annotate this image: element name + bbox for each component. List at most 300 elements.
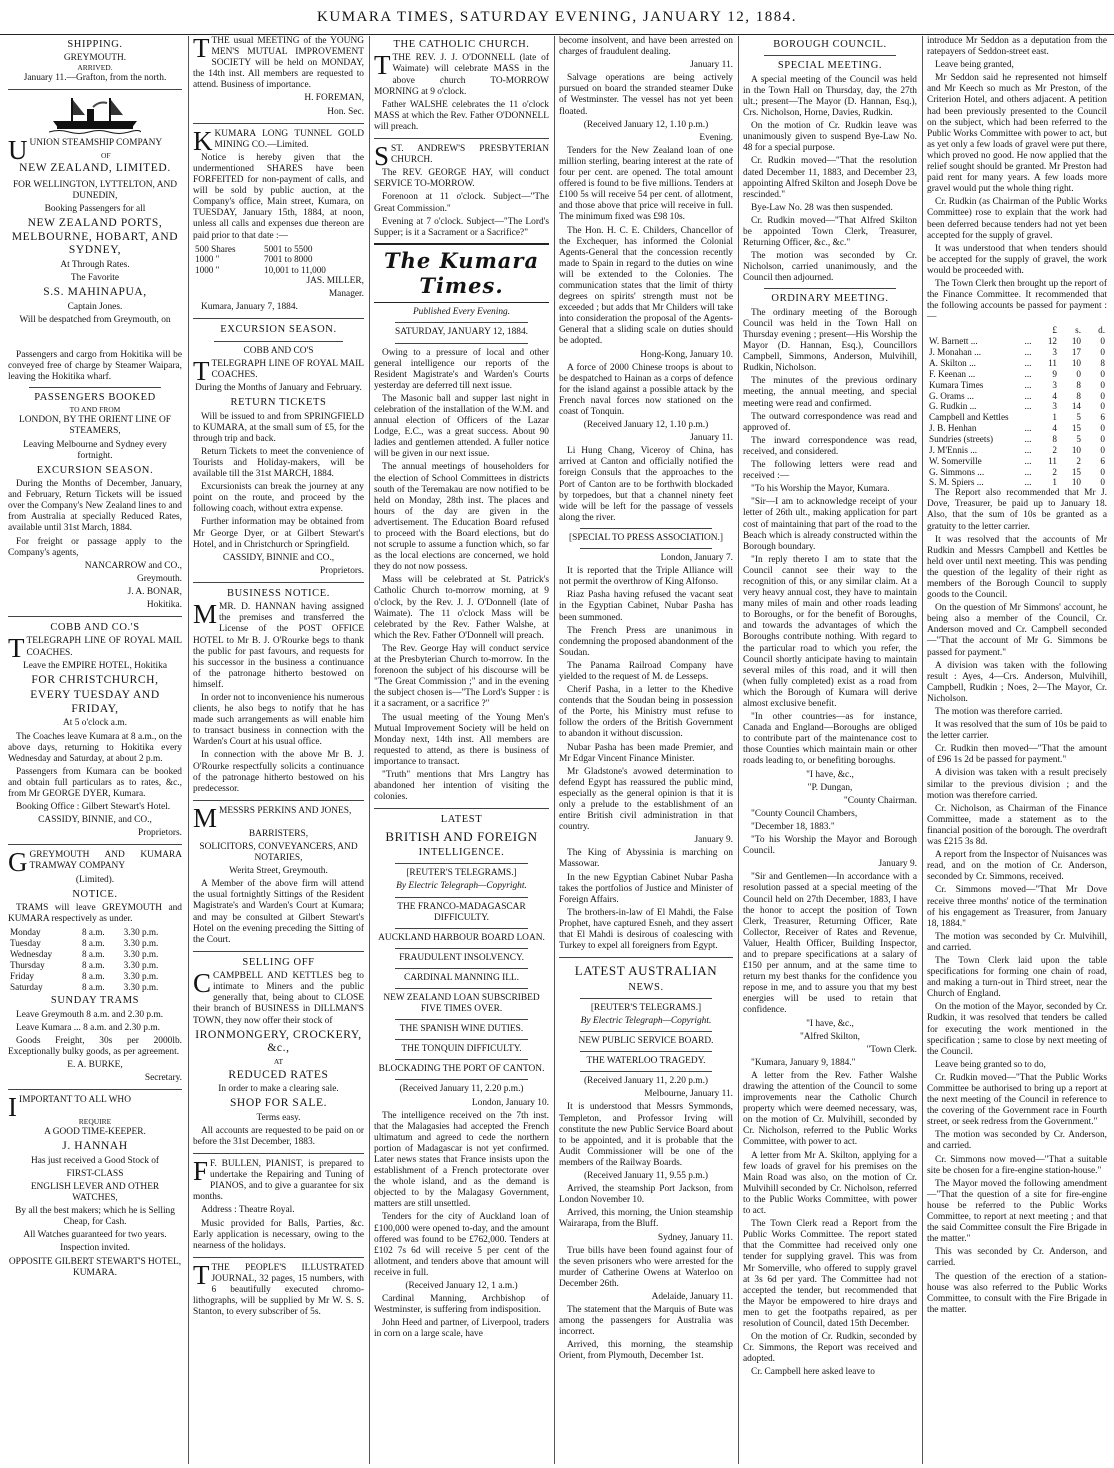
dateline: Sydney, January 11. [657, 1232, 733, 1243]
council-para: This was seconded by Cr. Anderson, and carried. [927, 1247, 1107, 1269]
important-heading: IMPORTANT TO ALL WHO [19, 1095, 131, 1106]
ymi-signature: H. FOREMAN, [304, 93, 364, 104]
account-shillings: 17 [1071, 347, 1081, 358]
tram-morning: 8 a.m. [81, 981, 105, 992]
cobb-body-1: The Coaches leave Kumara at 8 a.m., on the above days, returning to Hokitika every Wednesday and Saturday, at about 2 p.m. [8, 731, 182, 764]
ordinary-meeting-heading: ORDINARY MEETING. [771, 293, 889, 305]
council-para: Leave being granted, [935, 60, 1014, 71]
column-rule [922, 36, 923, 1464]
council-para: The motion was seconded by Cr. Nicholson, carried unanimously, and the Council then adjourned. [743, 251, 917, 284]
news-headline: AUCKLAND HARBOUR BOARD LOAN. [378, 932, 545, 943]
editorial-para: The Rev. George Hay will conduct service at the Presbyterian Church to-morrow. In the forenoon the subject of his discourse will be "The Great Commission ;" and in the evening the subject chosen is—"The Lord's Supper : is it a sacrament, or a sacrifice ?" [374, 643, 549, 710]
news-para: Nubar Pasha has been made Premier, and Mr Edgar Vincent Finance Minister. [559, 742, 733, 764]
important-require: REQUIRE [78, 1117, 112, 1127]
news-para: The French Press are unanimous in condemning the proposed abandonment of the Soudan. [559, 625, 733, 658]
published-every-evening: Published Every Evening. [412, 307, 511, 318]
shipping-heading: SHIPPING. [67, 39, 123, 50]
tram-timetable [8, 927, 182, 992]
excursion-during: During the Months of January and February. [195, 383, 362, 394]
cobb-body-2: Passengers from Kumara can be booked and obtain full particulars as to rates, &c., from Mr GEORGE DYER, Kumara. [8, 766, 182, 799]
union-for: FOR WELLINGTON, LYTTELTON, AND DUNEDIN, [12, 179, 178, 201]
column-rule [188, 36, 189, 1464]
account-leader: ... [1024, 477, 1032, 488]
dateline: January 9. [694, 835, 733, 846]
account-pounds: 2 [1052, 444, 1057, 455]
news-headline: THE TONQUIN DIFFICULTY. [401, 1044, 522, 1055]
cobb-proprietors: Proprietors. [137, 828, 182, 839]
bullen-address: Address : Theatre Royal. [201, 1205, 295, 1216]
letter-salutation: "To his Worship the Mayor and Borough Council. [743, 835, 917, 857]
account-shillings: 2 [1076, 455, 1081, 466]
account-shillings: 0 [1076, 368, 1081, 379]
account-pounds: 8 [1052, 433, 1057, 444]
issue-date: SATURDAY, JANUARY 12, 1884. [394, 327, 528, 338]
port-name: GREYMOUTH. [63, 53, 127, 64]
tram-morning: 8 a.m. [81, 970, 105, 981]
account-row [927, 401, 1107, 412]
news-para: John Heed and partner, of Liverpool, traders in corn on a large scale, have [374, 1318, 549, 1340]
account-name: J. B. Henhan [929, 423, 977, 434]
dateline: London, January 7. [660, 553, 733, 564]
tram-row [8, 960, 182, 971]
council-para: The ordinary meeting of the Borough Council was held in the Town Hall on Thursday evening ; present—His Worship the Mayor (D. Hannan, Esq.), Councillors Campbell, Simmons, Anderson, Mulvihill, Rudkin, Nicholson. [743, 307, 917, 374]
account-leader: ... [1024, 423, 1032, 434]
council-para: It was understood that when tenders should be accepted for the supply of gravel, the work would be proceeded with. [927, 243, 1107, 276]
council-para: The following letters were read and received :— [743, 460, 917, 482]
account-shillings: 10 [1071, 357, 1081, 368]
catholic-body-2: Father WALSHE celebrates the 11 o'clock MASS at which the Rev. Father O'DONNELL will preach. [374, 99, 549, 132]
tramway-limited: (Limited). [75, 874, 115, 885]
news-para: The Panama Railroad Company have yielded to the request of M. de Lesseps. [559, 660, 733, 682]
council-para: The motion was seconded by Cr. Mulvihill, and carried. [927, 931, 1107, 953]
news-para: Cardinal Manning, Archbishop of Westminster, is suffering from indisposition. [374, 1294, 549, 1316]
catholic-body: THE REV. J. J. O'DONNELL (late of Waimate) will celebrate MASS in the above church TO-MORROW MORNING at 9 o'clock. [374, 53, 549, 97]
account-name: Sundries (streets) [929, 433, 994, 444]
letter-date: "Kumara, January 9, 1884." [751, 1057, 856, 1068]
letter-date: "December 18, 1883." [751, 821, 835, 832]
council-para: Mr Seddon said he represented not himself and Mr Keech so much as Mr Preston, of the Criterion Hotel, and others adjacent. A petition had been previously presented to the Council on the subject, which had been referred to the Public Works Committee with power to act, but as yet only a few loads of gravel were put there, which proved no good. He now applied that the relief sought should be granted. Mr Preston had paid rent for many years. A few loads more gravel would put the whole thing right. [927, 73, 1107, 195]
pence-header: d. [1098, 325, 1105, 336]
letter-title: "Town Clerk. [866, 1044, 917, 1055]
account-name: J. M'Ennis ... [929, 444, 978, 455]
tramway-notice: NOTICE. [72, 888, 118, 900]
news-para: The statement that the Marquis of Bute was among the passengers for Australia was incorrect. [559, 1305, 733, 1338]
account-pounds: 4 [1052, 390, 1057, 401]
selling-off-rates: REDUCED RATES [228, 1068, 329, 1081]
account-name: G. Simmons ... [929, 466, 985, 477]
ymi-notice: THE usual MEETING of the YOUNG MEN'S MUTUAL IMPROVEMENT SOCIETY will be held on MONDAY, the 14th inst. All members are requested to attend. Business of importance. [193, 36, 364, 91]
account-pence: 6 [1100, 455, 1105, 466]
news-para: True bills have been found against four of the seven prisoners who were arrested for the murder of Catherine Owens at Waterloo on December 26th. [559, 1245, 733, 1289]
hannah-inspection: Inspection invited. [60, 1243, 130, 1254]
account-pounds: 11 [1048, 455, 1057, 466]
union-title: UNION STEAMSHIP COMPANY [29, 138, 163, 149]
news-para: Cherif Pasha, in a letter to the Khedive contends that the Soudan being in possession of the Porte, his Ministry must refuse to follow the orders of the British Government to abandon it without discussion. [559, 685, 733, 740]
council-para: The Report also recommended that Mr J. Dove, Treasurer, be paid up to January 18. Also, that the sum of 10s be granted as a gratuity to the letter carrier. [927, 488, 1107, 532]
tram-afternoon: 3.30 p.m. [123, 959, 159, 970]
account-shillings: 15 [1071, 466, 1081, 477]
british-foreign-heading: BRITISH AND FOREIGN [385, 828, 538, 844]
letter-signature: "Alfred Skilton, [799, 1031, 861, 1042]
council-para: The minutes of the previous ordinary meeting, the annual meeting, and special meeting were read and confirmed. [743, 376, 917, 409]
news-para: Tenders for the city of Auckland loan of £100,000 were opened to-day, and the amount offered was found to be £762,000. Tenders at £102 7s 6d will receive 5 per cent of the allotment, and tenders above that amount will receive in full. [374, 1212, 549, 1278]
editorial-para: Mass will be celebrated at St. Patrick's Catholic Church to-morrow morning, at 9 o'clock, by the Rev. J. J. O'Donnell (late of Waimate). The 11 o'clock Mass will be celebrated by the Rev. Father Walshe, at which the Rev. Father O'Donnell will preach. [374, 575, 549, 641]
masthead: KUMARA TIMES, SATURDAY EVENING, JANUARY 12, 1884. [0, 0, 1114, 35]
news-label: NEWS. [628, 981, 664, 993]
letter-para: "Sir and Gentlemen—In accordance with a resolution passed at a special meeting of the Council held on 27th December, 1883, I have the honor to accept the position of Town Clerk, Treasurer, Returning Officer, Rate Collector, Receiver of Rates and Revenue, Valuer, Health Officer, Building Inspector, and to prepare specifications at a salary of £150 per annum, and at the same time to return my best thanks for the confidence you repose in me, and to assure you that my best energies will be used to retain that confidence. [743, 872, 917, 1016]
reuters-label: [REUTER'S TELEGRAMS.] [590, 1002, 702, 1013]
excursion-body-4: Further information may be obtained from Mr George Dyer, or at Gilbert Stewart's Hotel, and in Christchurch or Springfield. [193, 517, 364, 550]
tramway-leave: TRAMS will leave GREYMOUTH and KUMARA respectively as under. [8, 903, 182, 925]
council-para: A special meeting of the Council was held in the Town Hall on Thursday, day, the 27th ult.; present—The Mayor (D. Hannan, Esq.), Crs. Nicholson, Horne, Davies, Rudkin. [743, 74, 917, 119]
editorial-para: "Truth" mentions that Mrs Langtry has abandoned her intention of visiting the colonies. [374, 769, 549, 803]
share-row [193, 244, 364, 255]
business-notice-body-2: In order not to inconvenience his numerous clients, he also begs to notify that he has made such arrangements as will enable him to transact business in connection with the Warden's Court at his usual office. [193, 693, 364, 748]
editorial-para: The annual meetings of householders for the election of School Committees in districts south of the Teremakau are now notified to be held on Monday, 28th inst. The places and hours of the day are given in the advertisement. The Education Board refused to proceed with the Board elections, but do not scruple to assume a function which, so far as the local elections are concerned, we hold they do not now possess. [374, 462, 549, 573]
account-shillings: 14 [1071, 401, 1081, 412]
tram-afternoon: 3.30 p.m. [123, 970, 159, 981]
share-count: 1000 " [195, 265, 220, 276]
selling-off-body: CAMPBELL AND KETTLES beg to intimate to Miners and the public generally that, being about to CLOSE their branch of BUSINESS in DILLMAN'S TOWN, they now offer their stock of [193, 971, 364, 1026]
dateline: January 11. [690, 433, 733, 444]
account-pence: 0 [1100, 477, 1105, 488]
accounts-table [927, 325, 1107, 488]
account-leader: ... [1024, 336, 1032, 347]
account-leader: ... [1024, 390, 1032, 401]
tram-morning: 8 a.m. [81, 948, 105, 959]
shop-for-sale: SHOP FOR SALE. [229, 1097, 328, 1110]
column-rule [369, 36, 370, 1464]
letter-closing: "I have, &c., [806, 1018, 854, 1029]
selling-off-order: In order to make a clearing sale. [218, 1084, 339, 1095]
account-leader: ... [1024, 379, 1032, 390]
perkins-jones-address: Werita Street, Greymouth. [229, 866, 328, 877]
cobb-signature: CASSIDY, BINNIE, and CO., [38, 815, 152, 826]
agent-greymouth: Greymouth. [136, 573, 182, 584]
selling-off-accounts: All accounts are requested to be paid on or before the 31st December, 1883. [193, 1125, 364, 1148]
account-row [927, 380, 1107, 391]
council-para: The motion was therefore carried. [935, 707, 1063, 718]
account-pounds: 12 [1047, 336, 1057, 347]
account-pence: 0 [1100, 390, 1105, 401]
council-para: The motion was seconded by Cr. Anderson, and carried. [927, 1130, 1107, 1152]
council-para: Cr. Nicholson, as Chairman of the Finance Committee, made a statement as to the financial position of the borough. The overdraft was £215 3s 8d. [927, 803, 1107, 848]
council-para: On the motion of the Mayor, seconded by Cr. Rudkin, it was resolved that tenders be called for executing the work mentioned in the specification ; same to close by next meeting of the Council. [927, 1002, 1107, 1057]
perkins-jones-body: A Member of the above firm will attend the usual fortnightly Sittings of the Resident Magistrate's and Warden's Court at Kumara; and may be consulted at Gilbert Stewart's Hotel on the evening preceding the Sitting of the Court. [193, 879, 364, 945]
intelligence-label: INTELLIGENCE. [418, 846, 505, 858]
arrived-label: ARRIVED. [77, 63, 113, 73]
special-press-label: [SPECIAL TO PRESS ASSOCIATION.] [568, 532, 724, 543]
account-name: F. Keenan ... [929, 368, 976, 379]
council-para: The inward correspondence was read, received, and considered. [743, 435, 917, 457]
dateline: Melbourne, January 11. [644, 1089, 733, 1100]
news-para: Arrived, the steamship Port Jackson, from London November 10. [559, 1184, 733, 1206]
account-pounds: 3 [1052, 379, 1057, 390]
account-leader: ... [1024, 444, 1032, 455]
council-para: Cr. Rudkin (as Chairman of the Public Works Committee) rose to explain that the work had been deferred because tenders had not yet been accepted for the supply of gravel. [927, 197, 1107, 241]
council-para: A report from the Inspector of Nuisances was read, and on the motion of Cr. Anderson, seconded by Cr. Simmons, received. [927, 850, 1107, 883]
account-row [927, 412, 1107, 423]
tram-row [8, 949, 182, 960]
excursion-body-1: Will be issued to and from SPRINGFIELD to KUMARA, at the small sum of £5, for the through trip and back. [193, 411, 364, 444]
arrival-line: January 11.—Grafton, from the north. [23, 73, 167, 84]
union-captain: Captain Jones. [67, 301, 123, 312]
received-line: (Received January 12, 1.10 p.m.) [583, 119, 709, 130]
excursion-body-3: Excursionists can break the journey at any point on the route, and proceed by the following coach, without extra expense. [193, 482, 364, 515]
received-line: (Received January 11, 2.20 p.m.) [583, 1076, 709, 1087]
perkins-jones-barristers: BARRISTERS, [248, 828, 309, 839]
agent-hokitika: Hokitika. [146, 600, 182, 610]
news-headline: NEW ZEALAND LOAN SUBSCRIBED FIVE TIMES OVER. [383, 992, 540, 1015]
account-shillings: 8 [1076, 379, 1081, 390]
cobb-leave: Leave the EMPIRE HOTEL, Hokitika [23, 660, 167, 671]
news-para: It is reported that the Triple Alliance will not permit the overthrow of King Alfonso. [559, 566, 733, 588]
excursion-body: During the Months of December, January, and February, Return Tickets will be issued over the Company's New Zealand lines to and from Australia at specially Reduced Rates, available until 31st March, 1884. [8, 479, 182, 534]
orient-leaving: Leaving Melbourne and Sydney every fortnight. [23, 439, 167, 461]
borough-council-heading: BOROUGH COUNCIL. [773, 39, 887, 50]
account-leader: ... [1024, 368, 1032, 379]
long-tunnel-manager: Manager. [328, 289, 364, 300]
account-pounds: 3 [1052, 347, 1057, 358]
union-ports: NEW ZEALAND PORTS, MELBOURNE, HOBART, AND SYDNEY, [11, 217, 179, 257]
long-tunnel-body: Notice is hereby given that the undermentioned SHARES have been FORFEITED for non-payment of calls, and will be sold by public auction, at the Company's office, Main street, Kumara, on TUESDAY, January 15th, 1884, at noon, unless all calls and expenses due thereon are paid prior to that date :— [193, 152, 364, 241]
shillings-header: s. [1075, 325, 1081, 336]
tram-day: Saturday [10, 981, 43, 992]
account-row [927, 369, 1107, 380]
council-para: It was resolved that the accounts of Mr Rudkin and Messrs Campbell and Kettles be held over until next meeting. This was pending the question of the legality of their right as members of the Borough Council to supply goods to the Council. [927, 534, 1107, 601]
tram-day: Monday [10, 927, 41, 938]
account-pence: 0 [1100, 466, 1105, 477]
dateline: Evening. [699, 132, 733, 143]
tram-row [8, 982, 182, 993]
by-telegraph: By Electric Telegraph—Copyright. [580, 1016, 712, 1027]
excursion-telegraph: TELEGRAPH LINE OF ROYAL MAIL COACHES. [211, 358, 364, 381]
account-pounds: 2 [1052, 466, 1057, 477]
news-para: Mr Gladstone's avowed determination to defend Egypt has reassured the public mind, especially as the general opinion is that it is only a prelude to the establishment of an entire British civil administration in that country. [559, 766, 733, 833]
terms-easy: Terms easy. [256, 1112, 301, 1123]
council-para: The outward correspondence was read and approved of. [743, 411, 917, 433]
account-row [927, 423, 1107, 434]
account-shillings: 15 [1071, 423, 1081, 434]
sunday-trams-heading: SUNDAY TRAMS [50, 995, 140, 1007]
hannah-body: Has just received a Good Stock of [30, 1155, 160, 1166]
column-4 [559, 36, 733, 1464]
tram-row [8, 927, 182, 938]
share-range: 7001 to 8000 [263, 254, 313, 265]
account-leader: ... [1024, 433, 1032, 444]
hannah-address: OPPOSITE GILBERT STEWART'S HOTEL, KUMARA. [8, 1256, 182, 1278]
tram-afternoon: 3.30 p.m. [123, 927, 159, 938]
tram-morning: 8 a.m. [81, 959, 105, 970]
orient-line: LONDON, BY THE ORIENT LINE OF STEAMERS, [19, 415, 171, 437]
share-row [193, 265, 364, 276]
agent-nancarrow: NANCARROW and CO., [84, 560, 182, 571]
tram-morning: 8 a.m. [81, 927, 105, 938]
council-para: Cr. Rudkin moved—"That Alfred Skilton be appointed Town Clerk, Treasurer, Returning Officer, &c., &c." [743, 215, 917, 249]
tram-day: Tuesday [10, 938, 41, 949]
sunday-kumara: Leave Kumara ... 8 a.m. and 2.30 p.m. [16, 1022, 160, 1033]
tramway-secretary: Secretary. [144, 1073, 182, 1084]
selling-off-ironmongery: IRONMONGERY, CROCKERY, &c., [195, 1028, 362, 1055]
excursion-cobb: COBB AND CO'S [243, 345, 314, 356]
business-notice-heading: BUSINESS NOTICE. [227, 587, 330, 599]
account-shillings: 10 [1071, 444, 1081, 455]
st-andrews-evening: Evening at 7 o'clock. Subject—"The Lord's Supper; is it a Sacrament or a Sacrifice?" [374, 216, 549, 238]
reuters-label: [REUTER'S TELEGRAMS.] [406, 868, 517, 879]
tramway-title: GREYMOUTH AND KUMARA TRAMWAY COMPANY [29, 850, 182, 872]
cobb-for: FOR CHRISTCHURCH, [31, 673, 159, 686]
news-para: Tenders for the New Zealand loan of one million sterling, bearing interest at the rate of four per cent. are opened. The total amount offered is found to be five millions. Tenders at £100 5s will receive 54 per cent. of allotment, and those above that price will receive in full. The minimum fixed was £98 10s. [559, 145, 733, 223]
news-para: The brothers-in-law of El Mahdi, the False Prophet, have captured Esneh, and they assert that El Mahdi is desirous of coalescing with Turkey to expel all foreigners from Egypt. [559, 907, 733, 952]
account-leader [1023, 412, 1035, 423]
account-pence: 0 [1100, 433, 1105, 444]
excursion-heading: EXCURSION SEASON. [36, 464, 154, 476]
news-para: The Hon. H. C. E. Childers, Chancellor of the Exchequer, has informed the Colonial Agents-General that the concession recently made to Spain in regard to the duties on wine will be extended to the Colonies. The communication states that the limit of thirty degrees on spirits' strength must not be exceeded ; but adds that Mr Childers will take into consideration the proposal of the Agents-General that a sliding scale on duties should be adopted. [559, 225, 733, 347]
tram-day: Thursday [10, 959, 45, 970]
account-name: Campbell and Kettles [929, 412, 1009, 423]
news-para: In the new Egyptian Cabinet Nubar Pasha takes the portfolios of Justice and Minister of Foreign Affairs. [559, 872, 733, 905]
account-name: S. M. Spiers ... [929, 477, 984, 488]
council-para: A division was taken with the following result : Ayes, 4—Crs. Anderson, Mulvihill, Campbell, Rudkin ; Noes, 2—The Mayor, Cr. Nicholson. [927, 660, 1107, 704]
received-line: (Received January 11, 9.55 p.m.) [583, 1171, 709, 1182]
news-para: A force of 2000 Chinese troops is about to be despatched to Hainan as a corps of defence for the island against a possible attack by the French naval forces now stationed on the coast of Tonquin. [559, 362, 733, 417]
selling-off-at: AT [273, 1056, 284, 1066]
steamship-icon [49, 95, 141, 135]
return-tickets-heading: RETURN TICKETS [230, 397, 327, 409]
union-of: OF [100, 150, 111, 160]
letter-para: "Sir—I am to acknowledge receipt of your letter of 26th ult., making application for part cost of maintaining that part of the road to the Beach which is already constructed within the Borough boundary. [743, 497, 917, 552]
business-notice-body: MR. D. HANNAN having assigned the premises and transferred the License of the POST OFFICE HOTEL to Mr B. J. O'Rourke begs to thank the public for past favours, and requests for his successor in the business a continuance of the patronage hitherto bestowed on himself. [193, 602, 364, 690]
column-2: TTHE usual MEETING of the YOUNG MEN'S MUTUAL IMPROVEMENT SOCIETY will be held on MONDAY, the 14th inst. All members are requested to attend. Business of importance. H. FOREMAN, Hon. Sec. KKUMARA LONG TUNNEL GOLD MINING CO.—Limited. Notice is hereby given that the undermentioned SHARES have been FORFEITED for non-payment of calls, and will be sold by public auction, at the Company's office, Main street, Kumara, on TUESDAY, January 15th, 1884, at noon, unless all calls and expenses due thereon are paid prior to that date :— 500 Shares 5001 to 5500 1000 " 7001 to 8000 1000 " 10,001 to 11,000 JAS. MILLER, Manager. Kumara, January 7, 1884. EXCURSION SEASON. COBB AND CO'S TTELEGRAPH LINE OF ROYAL MAIL COACHES. During the Months of January and February. RETURN TICKETS Will be issued to and from SPRINGFIELD to KUMARA, at the small sum of £5, for the through trip and back. Return Tickets to meet the convenience of Tourists and Holiday-makers, will be available till the 31st MARCH, 1884. Excursionists can break the journey at any point on the route, and proceed by the following coach, without extra expense. Further information may be obtained from Mr George Dyer, or at Gilbert Stewart's Hotel, and in Christchurch or Springfield. CASSIDY, BINNIE and CO., Proprietors. BUSINESS NOTICE. MMR. D. HANNAN having assigned the premises and transferred the License of the POST OFFICE HOTEL to Mr B. J. O'Rourke begs to thank the public for past favours, and requests for his successor in the business a continuance of the patronage hitherto bestowed on himself. In order not to inconvenience his numerous clients, he also begs to notify that he has made such arrangements as will enable him to transact business in connection with the Warden's Court at his usual office. In connection with the above Mr B. J. O'Rourke respectfully solicits a continuance of the patronage hitherto bestowed on his predecessor. MMESSRS PERKINS AND JONES, BARRISTERS, SOLICITORS, CONVEYANCERS, AND NOTARIES, Werita Street, Greymouth. A Member of the above firm will attend the usual fortnightly Sittings of the Resident Magistrate's and Warden's Court at Kumara; and may be consulted at Gilbert Stewart's Hotel on the evening preceding the Sitting of the Court. SELLING OFF CCAMPBELL AND KETTLES beg to intimate to Miners and the public generally that, being about to CLOSE their branch of BUSINESS in DILLMAN'S TOWN, they now offer their stock of IRONMONGERY, CROCKERY, &c., AT REDUCED RATES In order to make a clearing sale. SHOP FOR SALE. Terms easy. All accounts are requested to be paid on or before the 31st December, 1883. F F. BULLEN, PIANIST, is prepared to undertake the Repairing and Tuning of PIANOS, and to give a guarantee for six months. Address : Theatre Royal. Music provided for Balls, Parties, &c. Early application is necessary, owing to the nearness of the holidays. TTHE PEOPLE'S ILLUSTRATED JOURNAL, 32 pages, 15 numbers, with 6 beautifully executed chromo-lithographs, will be supplied by Mr W. S. S. Stanton, to every subscriber of 5s. [193, 36, 364, 1318]
editorial-para: The usual meeting of the Young Men's Mutual Improvement Society will be held on Monday next, 14th inst. All members are requested to attend, as there is business of importance to transact. [374, 712, 549, 767]
account-shillings: 5 [1076, 412, 1081, 423]
tramway-signature: E. A. BURKE, [67, 1060, 123, 1071]
union-favorite: The Favorite [70, 272, 120, 283]
council-para: The Town Clerk laid upon the table specifications for forming one chain of road, and making a turn-out in Third street, near the Church of England. [927, 955, 1107, 1000]
council-para: On the question of Mr Simmons' account, he being also a member of the Council, Cr. Anderson moved and Cr. Campbell seconded—"That the account of Mr G. Simmons be passed for payment." [927, 603, 1107, 658]
ymi-secretary: Hon. Sec. [327, 106, 364, 117]
long-tunnel-title: KUMARA LONG TUNNEL GOLD MINING CO.—Limited. [214, 128, 364, 150]
news-headline: THE WATERLOO TRAGEDY. [586, 1056, 706, 1067]
share-table [193, 244, 364, 277]
account-pounds: 1 [1052, 477, 1057, 488]
account-leader: ... [1024, 455, 1032, 466]
news-para: Riaz Pasha having refused the vacant seat in the Egyptian Cabinet, Nubar Pasha has been summoned. [559, 590, 733, 623]
news-headline: BLOCKADING THE PORT OF CANTON. [378, 1064, 545, 1075]
council-para: A division was taken with a result precisely similar to the previous division ; and the motion was therefore carried. [927, 768, 1107, 801]
perkins-jones-solicitors: SOLICITORS, CONVEYANCERS, AND NOTARIES, [199, 841, 358, 864]
business-notice-body-3: In connection with the above Mr B. J. O'Rourke respectfully solicits a continuance of the patronage hitherto bestowed on his predecessor. [193, 750, 364, 794]
account-leader: ... [1024, 357, 1032, 368]
union-nz: NEW ZEALAND, LIMITED. [19, 162, 171, 175]
account-leader: ... [1024, 401, 1032, 412]
account-pence: 0 [1100, 368, 1105, 379]
account-row [927, 434, 1107, 445]
tram-row [8, 938, 182, 949]
letter-address: "County Council Chambers, [751, 808, 858, 819]
news-headline: FRAUDULENT INSOLVENCY. [399, 952, 524, 963]
account-row [927, 467, 1107, 478]
column-rule [738, 36, 739, 1464]
account-shillings: 10 [1071, 477, 1081, 488]
news-para: become insolvent, and have been arrested on charges of fraudulent dealing. [559, 36, 733, 58]
dateline: Hong-Kong, January 10. [640, 349, 733, 360]
account-pounds: 4 [1052, 423, 1057, 434]
latest-label: LATEST [440, 814, 483, 826]
news-para: The intelligence received on the 7th inst. that the Malagasies had accepted the French ultimatum and agreed to cede the northern portion of Madagascar is not yet confirmed. Later news states that France insists upon the establishment of a French protectorate over the whole island, and as the demand is objected to by the Malagasy Government, matters are still unsettled. [374, 1110, 549, 1210]
tram-morning: 8 a.m. [81, 938, 105, 949]
newspaper-nameplate: The Kumara Times. [374, 243, 549, 304]
share-count: 500 Shares [195, 243, 236, 254]
account-row [927, 456, 1107, 467]
excursion-signature: CASSIDY, BINNIE and CO., [222, 552, 335, 563]
council-para: A letter from Mr A. Skilton, applying for a few loads of gravel for his premises on the Main Road was also, on the motion of Cr. Mulvihill seconded by Cr. Nicholson, referred to the Public Works Committee, with power to act. [743, 1150, 917, 1217]
hannah-makers: By all the best makers; which he is Selling Cheap, for Cash. [15, 1206, 175, 1228]
account-pence: 0 [1100, 444, 1105, 455]
share-range: 5001 to 5500 [263, 243, 313, 254]
news-para: The King of Abyssinia is marching on Massowar. [559, 848, 733, 870]
excursion-body-2: Return Tickets to meet the convenience of Tourists and Holiday-makers, will be available till the 31st MARCH, 1884. [193, 446, 364, 480]
union-booking: Booking Passengers for all [44, 204, 146, 215]
agent-bonar: J. A. BONAR, [127, 586, 182, 597]
news-para: Salvage operations are being actively pursued on board the stranded steamer Duke of Westminster. The vessel has not yet been floated. [559, 73, 733, 117]
council-para: Cr. Simmons now moved—"That a suitable site be chosen for a fire-engine station-house." [927, 1154, 1107, 1176]
account-name: A. Skilton ... [929, 357, 976, 368]
account-pounds: 3 [1052, 401, 1057, 412]
important-timekeeper: A GOOD TIME-KEEPER. [44, 1127, 146, 1138]
account-shillings: 5 [1076, 433, 1081, 444]
received-line: (Received January 11, 2.20 p.m.) [399, 1084, 524, 1095]
tram-afternoon: 3.30 p.m. [123, 981, 159, 992]
column-rule [554, 36, 555, 1464]
account-pence: 0 [1100, 423, 1105, 434]
account-row [927, 477, 1107, 488]
letter-signature: "P. Dungan, [807, 782, 853, 793]
account-leader: ... [1024, 466, 1032, 477]
council-para: A letter from the Rev. Father Walshe drawing the attention of the Council to some improvements near the Catholic Church property which were deemed necessary, was, on the motion of Cr. Mulvihill, seconded by Cr. Nicholson, referred to the Public Works Committee, with power to act. [743, 1070, 917, 1148]
sunday-greymouth: Leave Greymouth 8 a.m. and 2.30 p.m. [16, 1009, 164, 1020]
tram-row [8, 971, 182, 982]
editorial-para: The Masonic ball and supper last night in celebration of the installation of the W.M. and annual election of Officers of the Lazar Lodge, E.C., was a great success. About 90 ladies and gentlemen attended. A fuller notice will be given in our next issue. [374, 393, 549, 460]
account-row [927, 445, 1107, 456]
account-shillings: 10 [1071, 336, 1081, 347]
council-para: Cr. Campbell here asked leave to [751, 1367, 875, 1378]
column-3: THE CATHOLIC CHURCH. TTHE REV. J. J. O'DONNELL (late of Waimate) will celebrate MASS in the above church TO-MORROW MORNING at 9 o'clock. Father WALSHE celebrates the 11 o'clock MASS at which the Rev. Father O'DONNELL will preach. SST. ANDREW'S PRESBYTERIAN CHURCH. The REV. GEORGE HAY, will conduct SERVICE TO-MORROW. Forenoon at 11 o'clock. Subject—"The Great Commission." Evening at 7 o'clock. Subject—"The Lord's Supper; is it a Sacrament or a Sacrifice?" The Kumara Times. Published Every Evening. SATURDAY, JANUARY 12, 1884. Owing to a pressure of local and other general intelligence our reports of the Resident Magistrate's and Warden's Courts yesterday are deferred till next issue. The Masonic ball and supper last night in celebration of the installation of the W.M. and annual election of Officers of the Lazar Lodge, E.C., was a great success. About 90 ladies and gentlemen attended. A fuller notice will be given in our next issue. The annual meetings of householders for the election of School Committees in districts south of the Teremakau are now notified to be held on Monday, 28th inst. The places and hours of the day are given in the advertisement. The Education Board refused to proceed with the Board elections, but do not scruple to assume a function which, so far as the local elections are concerned, we hold they do not now possess. Mass will be celebrated at St. Patrick's Catholic Church to-morrow morning, at 9 o'clock, by the Rev. J. J. O'Donnell (late of Waimate). The 11 o'clock Mass will be celebrated by the Rev. Father Walshe, at which the Rev. Father O'Donnell will preach. The Rev. George Hay will conduct service at the Presbyterian Church to-morrow. In the forenoon the subject of his discourse will be "The Great Commission ;" and in the evening the subject chosen is—"The Lord's Supper : is it a sacrament, or a sacrifice ?" The usual meeting of the Young Men's Mutual Improvement Society will be held on Monday next, 14th inst. All members are requested to attend, as there is business of importance to transact. "Truth" mentions that Mrs Langtry has abandoned her intention of visiting the colonies. LATEST BRITISH AND FOREIGN INTELLIGENCE. [REUTER'S TELEGRAMS.] By Electric Telegraph—Copyright. THE FRANCO-MADAGASCAR DIFFICULTY. AUCKLAND HARBOUR BOARD LOAN. FRAUDULENT INSOLVENCY. CARDINAL MANNING ILL. NEW ZEALAND LOAN SUBSCRIBED FIVE TIMES OVER. THE SPANISH WINE DUTIES. THE TONQUIN DIFFICULTY. BLOCKADING THE PORT OF CANTON. (Received January 11, 2.20 p.m.) London, January 10. The intelligence received on the 7th inst. that the Malagasies had accepted the French ultimatum and agreed to cede the northern portion of Madagascar is not yet confirmed. Later news states that France insists upon the establishment of a French protectorate over the whole island, and as the demand is objected to by the Malagasy Government, matters are still unsettled. Tenders for the city of Auckland loan of £100,000 were opened to-day, and the amount offered was found to be £762,000. Tenders at £102 7s 6d will receive 5 per cent of the allotment, and tenders above that amount will receive in full. (Received January 12, 1 a.m.) Cardinal Manning, Archbishop of Westminster, is suffering from indisposition. John Heed and partner, of Liverpool, traders in corn on a large scale, have [374, 39, 549, 1340]
council-para: Cr. Rudkin moved—"That the resolution dated December 11, 1883, and December 23, appointing Alfred Skilton and Joseph Dove be rescinded." [743, 156, 917, 200]
goods-freight: Goods Freight, 30s per 2000lb. Exceptionally bulky goods, as per agreement. [8, 1035, 182, 1058]
account-pounds: 1 [1052, 412, 1057, 423]
bullen-music: Music provided for Balls, Parties, &c. Early application is necessary, owing to the nearness of the holidays. [193, 1218, 364, 1251]
tram-day: Wednesday [10, 948, 53, 959]
council-para: The Mayor moved the following amendment—"That the question of a site for fire-engine house be referred to the Public Works Committee, to report at next meeting ; and that the said Committee consult the Fire Brigade in the matter." [927, 1178, 1107, 1245]
pounds-header: £ [1052, 325, 1057, 336]
long-tunnel-date: Kumara, January 7, 1884. [201, 302, 298, 313]
editorial-para: Owing to a pressure of local and other general intelligence our reports of the Resident Magistrate's and Warden's Courts yesterday are deferred till next issue. [374, 347, 549, 391]
news-para: Arrived, this morning, the Union steamship Wairarapa, from the Bluff. [559, 1208, 733, 1230]
account-pence: 0 [1100, 347, 1105, 358]
st-andrews-heading: ST. ANDREW'S PRESBYTERIAN CHURCH. [391, 144, 549, 166]
st-andrews-body: The REV. GEORGE HAY, will conduct SERVICE TO-MORROW. [374, 168, 549, 190]
passengers-booked-heading: PASSENGERS BOOKED [34, 392, 156, 404]
freight-note: For freight or passage apply to the Company's agents, [8, 536, 182, 558]
account-name: G. Rudkin ... [929, 401, 977, 412]
tram-afternoon: 3.30 p.m. [123, 948, 159, 959]
share-count: 1000 " [195, 254, 220, 265]
account-pence: 0 [1100, 401, 1105, 412]
council-para: The Town Clerk then brought up the report of the Finance Committee. It recommended that the following accounts be passed for payment :— [927, 278, 1107, 323]
council-para: It was resolved that the sum of 10s be paid to the letter carrier. [927, 720, 1107, 742]
to-and-from: TO AND FROM [69, 405, 121, 415]
